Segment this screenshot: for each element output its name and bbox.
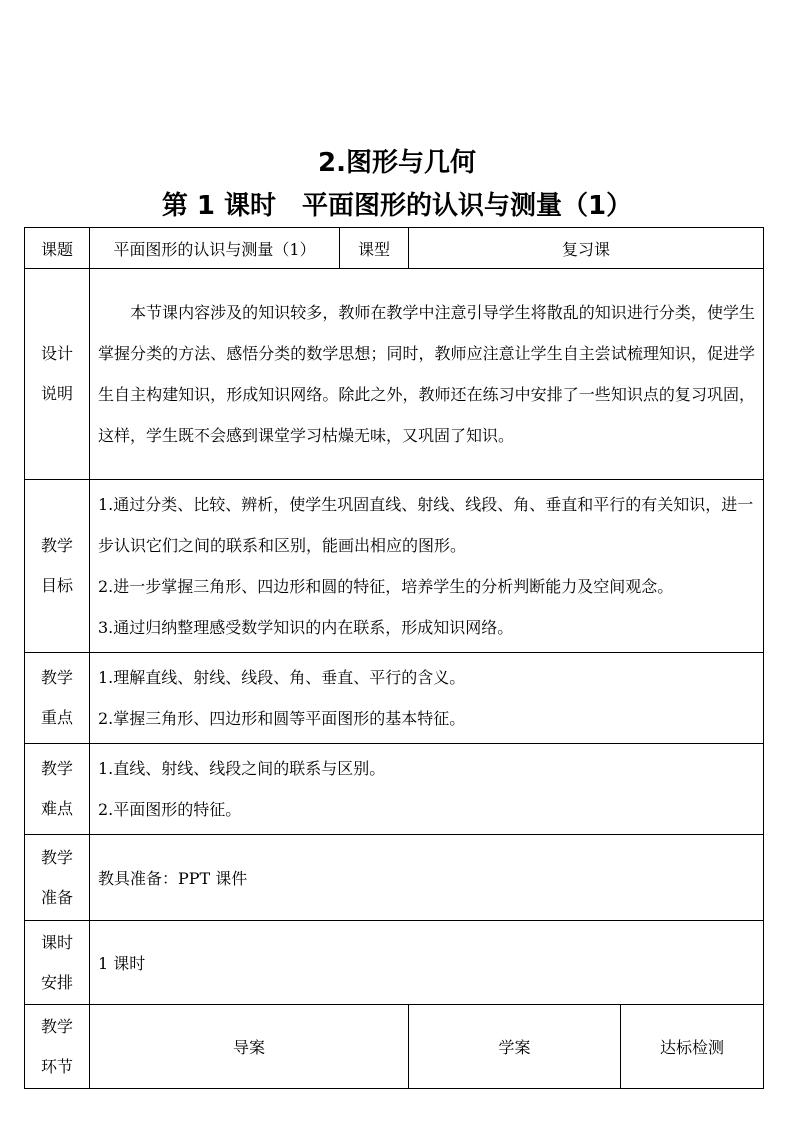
row-schedule [25, 921, 764, 1005]
row-design [25, 269, 764, 480]
row-prep [25, 835, 764, 921]
prep-label: 教学 准备 [25, 835, 90, 921]
goal-item: 2.进一步掌握三角形、四边形和圆的特征，培养学生的分析判断能力及空间观念。 [98, 577, 674, 596]
design-label: 设计 说明 [25, 269, 90, 480]
keypoint-item: 2.掌握三角形、四边形和圆等平面图形的基本特征。 [98, 709, 466, 728]
lesson-plan-table [24, 227, 764, 1089]
type-value: 复习课 [409, 228, 764, 269]
prep-value: 教具准备：PPT 课件 [90, 835, 764, 921]
stage-check-header: 达标检测 [621, 1005, 764, 1089]
topic-label: 课题 [25, 228, 90, 269]
row-goals [25, 480, 764, 653]
stages-label: 教学 环节 [25, 1005, 90, 1089]
difficulty-item: 2.平面图形的特征。 [98, 800, 242, 819]
goals-list [90, 480, 764, 653]
design-text: 本节课内容涉及的知识较多，教师在教学中注意引导学生将散乱的知识进行分类，使学生掌握分类的方法、感悟分类的数学思想；同时，教师应注意让学生自主尝试梳理知识，促进学生自主构建知识，形成知识网络。除此之外，教师还在练习中安排了一些知识点的复习巩固，这样，学生既不会感到课堂学习枯燥无味，又巩固了知识。 [90, 269, 764, 480]
row-stages [25, 1005, 764, 1089]
stage-study-header: 学案 [409, 1005, 621, 1089]
schedule-label: 课时 安排 [25, 921, 90, 1005]
lesson-title: 第 1 课时 平面图形的认识与测量（1） [161, 191, 633, 221]
goals-label: 教学 目标 [25, 480, 90, 653]
type-label: 课型 [340, 228, 409, 269]
schedule-value: 1 课时 [90, 921, 764, 1005]
keypoint-item: 1.理解直线、射线、线段、角、垂直、平行的含义。 [98, 668, 466, 687]
row-topic [25, 228, 764, 269]
keypoints-list [90, 653, 764, 744]
difficulty-item: 1.直线、射线、线段之间的联系与区别。 [98, 759, 386, 778]
section-title: 2.图形与几何 [318, 148, 476, 178]
keypoints-label: 教学 重点 [25, 653, 90, 744]
topic-value: 平面图形的认识与测量（1） [90, 228, 340, 269]
stage-guide-header: 导案 [90, 1005, 409, 1089]
row-keypoints [25, 653, 764, 744]
goal-item: 1.通过分类、比较、辨析，使学生巩固直线、射线、线段、角、垂直和平行的有关知识，进一步认识它们之间的联系和区别，能画出相应的图形。 [98, 495, 754, 555]
goal-item: 3.通过归纳整理感受数学知识的内在联系，形成知识网络。 [98, 618, 514, 637]
row-difficulties [25, 744, 764, 835]
difficulties-label: 教学 难点 [25, 744, 90, 835]
difficulties-list [90, 744, 764, 835]
